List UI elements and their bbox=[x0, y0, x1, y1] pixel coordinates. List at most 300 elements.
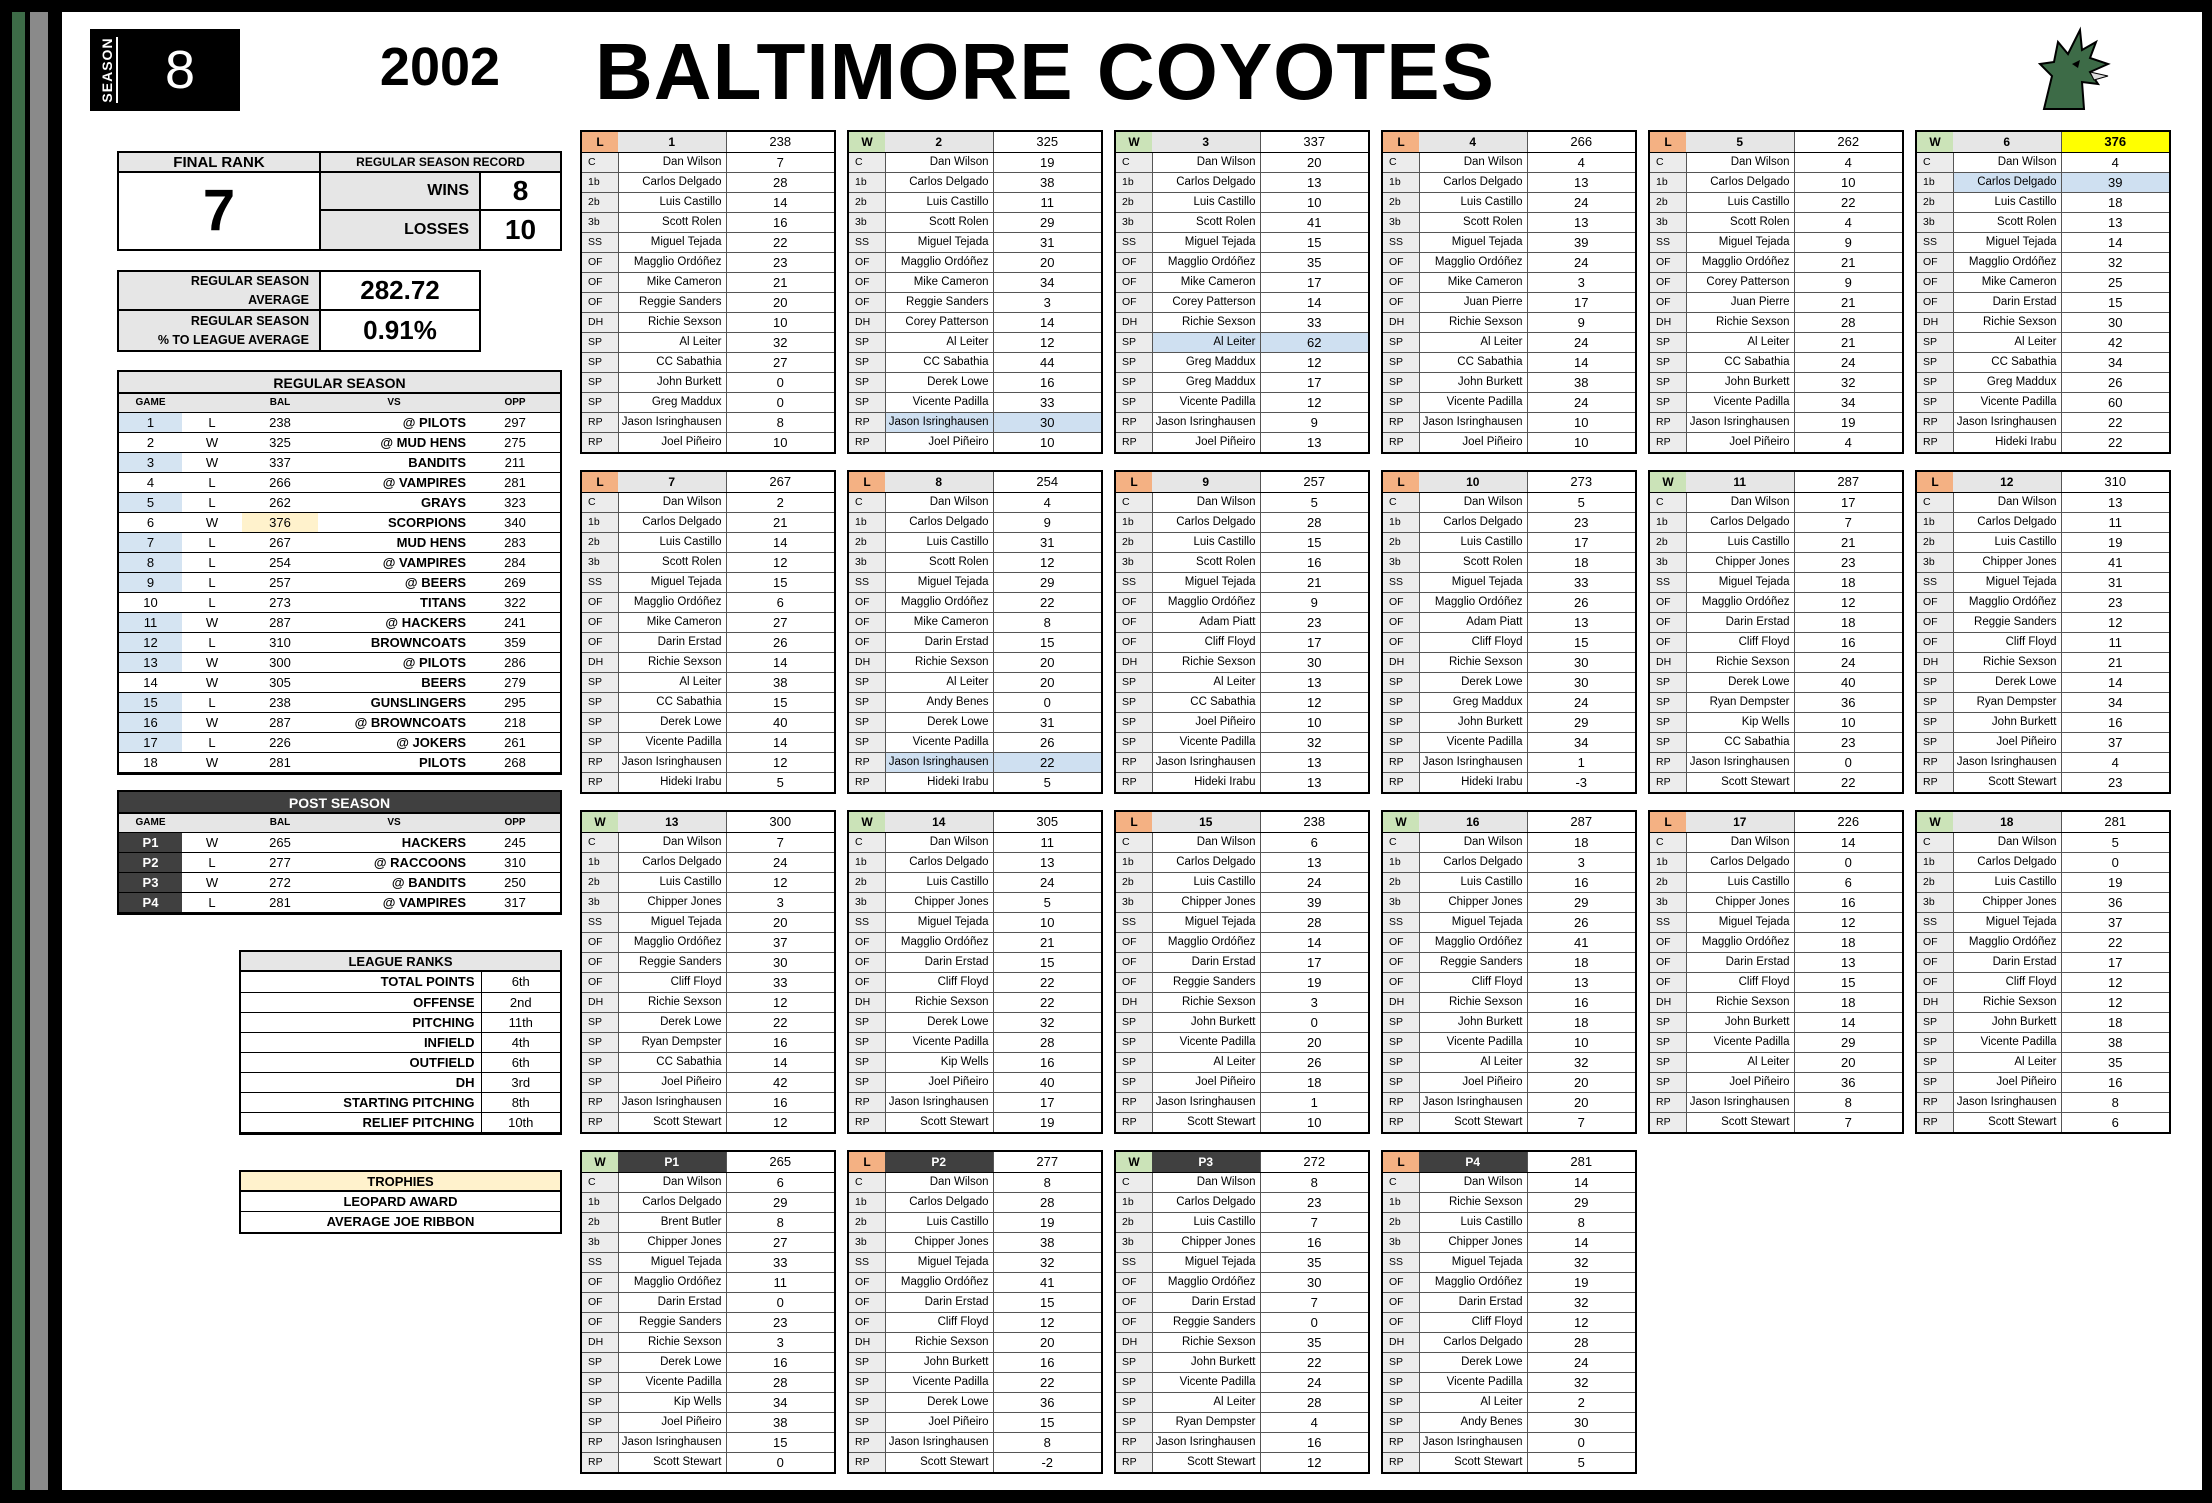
player-score: 15 bbox=[993, 952, 1101, 972]
player-row bbox=[1383, 772, 1635, 792]
player-name: Al Leiter bbox=[1152, 672, 1260, 692]
result: L bbox=[182, 472, 242, 492]
bal-score: 281 bbox=[242, 892, 318, 912]
game-number: P1 bbox=[119, 832, 182, 852]
result: L bbox=[182, 852, 242, 872]
position: DH bbox=[1917, 652, 1953, 672]
player-name: Reggie Sanders bbox=[618, 292, 726, 312]
player-row bbox=[1650, 532, 1902, 552]
player-name: Darin Erstad bbox=[885, 632, 993, 652]
player-row bbox=[1116, 372, 1368, 392]
player-score: 11 bbox=[2061, 512, 2169, 532]
player-row bbox=[1116, 1312, 1368, 1332]
player-row bbox=[582, 1332, 834, 1352]
player-score: 0 bbox=[993, 692, 1101, 712]
player-name: Greg Maddux bbox=[618, 392, 726, 412]
player-name: Carlos Delgado bbox=[1419, 852, 1527, 872]
position: 3b bbox=[849, 212, 885, 232]
position: OF bbox=[849, 252, 885, 272]
player-name: Vicente Padilla bbox=[618, 1372, 726, 1392]
position: 3b bbox=[1650, 892, 1686, 912]
player-row bbox=[1917, 412, 2169, 432]
player-row bbox=[582, 1112, 834, 1132]
game-number: 12 bbox=[119, 632, 182, 652]
player-score: 13 bbox=[1307, 774, 1322, 790]
player-score: 27 bbox=[726, 612, 834, 632]
player-row bbox=[1650, 732, 1902, 752]
position: SP bbox=[849, 672, 885, 692]
player-score: 14 bbox=[1260, 292, 1368, 312]
player-row bbox=[582, 172, 834, 192]
position: DH bbox=[582, 652, 618, 672]
bal-score: 277 bbox=[242, 852, 318, 872]
player-row bbox=[1383, 572, 1635, 592]
player-name: Scott Stewart bbox=[885, 1112, 993, 1132]
player-row bbox=[1383, 1292, 1635, 1312]
position: RP bbox=[1917, 752, 1953, 772]
player-row bbox=[1383, 1092, 1635, 1112]
player-score: 10 bbox=[1527, 412, 1635, 432]
bal-score: 281 bbox=[242, 752, 318, 772]
position: RP bbox=[1383, 772, 1419, 792]
player-name: Adam Piatt bbox=[1152, 612, 1260, 632]
player-row bbox=[582, 932, 834, 952]
position: DH bbox=[1383, 992, 1419, 1012]
position: SP bbox=[849, 732, 885, 752]
game-table bbox=[1116, 472, 1368, 792]
game-header bbox=[1383, 472, 1635, 492]
game-box bbox=[580, 1150, 836, 1474]
player-row bbox=[1650, 972, 1902, 992]
player-row bbox=[1116, 1232, 1368, 1252]
game-box bbox=[1381, 1150, 1637, 1474]
player-score: 0 bbox=[1794, 852, 1902, 872]
player-name: Darin Erstad bbox=[1953, 952, 2061, 972]
player-score: 12 bbox=[993, 1312, 1101, 1332]
game-total: 300 bbox=[726, 812, 834, 832]
game-box bbox=[1648, 130, 1904, 454]
player-name: Luis Castillo bbox=[1953, 192, 2061, 212]
position: 1b bbox=[1383, 172, 1419, 192]
player-name: Kip Wells bbox=[885, 1052, 993, 1072]
game-label: 1 bbox=[618, 132, 726, 152]
bal-score: 272 bbox=[242, 872, 318, 892]
player-score: 0 bbox=[776, 1454, 784, 1470]
position: RP bbox=[849, 1452, 885, 1472]
position: SP bbox=[1116, 1392, 1152, 1412]
player-score: 26 bbox=[993, 732, 1101, 752]
player-score: 7 bbox=[726, 152, 834, 172]
player-name: Greg Maddux bbox=[1419, 692, 1527, 712]
player-score: 0 bbox=[726, 1292, 834, 1312]
position: 2b bbox=[1116, 1212, 1152, 1232]
player-score: 15 bbox=[993, 632, 1101, 652]
table-row bbox=[119, 672, 560, 692]
player-name: Magglio Ordóñez bbox=[1686, 932, 1794, 952]
player-score: 37 bbox=[2061, 912, 2169, 932]
player-row bbox=[582, 832, 834, 852]
position: OF bbox=[1383, 252, 1419, 272]
player-row bbox=[1116, 1012, 1368, 1032]
table-row bbox=[119, 512, 560, 532]
player-name: Carlos Delgado bbox=[885, 852, 993, 872]
game-number: 14 bbox=[119, 672, 182, 692]
player-name: Richie Sexson bbox=[885, 1332, 993, 1352]
opp-score: 211 bbox=[470, 452, 560, 472]
player-score: 14 bbox=[726, 652, 834, 672]
player-row bbox=[582, 1432, 834, 1452]
player-row bbox=[582, 552, 834, 572]
average-value: 282.72 bbox=[321, 272, 479, 311]
position: SP bbox=[1650, 1032, 1686, 1052]
position: SP bbox=[1383, 1372, 1419, 1392]
position: SS bbox=[1116, 572, 1152, 592]
player-score: 16 bbox=[993, 372, 1101, 392]
player-name: Carlos Delgado bbox=[885, 1192, 993, 1212]
player-row bbox=[582, 1012, 834, 1032]
player-score: 12 bbox=[1307, 1454, 1322, 1470]
player-score: 9 bbox=[1794, 272, 1902, 292]
position: 3b bbox=[1116, 212, 1152, 232]
player-name: Corey Patterson bbox=[1686, 272, 1794, 292]
opp-score: 322 bbox=[470, 592, 560, 612]
player-name: Al Leiter bbox=[1419, 332, 1527, 352]
position: OF bbox=[1383, 972, 1419, 992]
player-row bbox=[1116, 352, 1368, 372]
player-name: Dan Wilson bbox=[885, 832, 993, 852]
position: C bbox=[1650, 492, 1686, 512]
player-name: Joel Piñeiro bbox=[1686, 1072, 1794, 1092]
position: OF bbox=[849, 1272, 885, 1292]
player-row bbox=[1650, 232, 1902, 252]
game-header bbox=[582, 472, 834, 492]
rank-category: OUTFIELD bbox=[241, 1052, 481, 1072]
player-score: 26 bbox=[1527, 912, 1635, 932]
rank-category: OFFENSE bbox=[241, 992, 481, 1012]
player-row bbox=[1383, 1352, 1635, 1372]
position: RP bbox=[582, 772, 618, 792]
position: SP bbox=[1917, 392, 1953, 412]
position: SS bbox=[1650, 912, 1686, 932]
position: SS bbox=[849, 912, 885, 932]
position: SP bbox=[1116, 372, 1152, 392]
player-name: Miguel Tejada bbox=[1152, 1252, 1260, 1272]
player-name: Jason Isringhausen bbox=[1152, 1432, 1260, 1452]
player-name: Vicente Padilla bbox=[885, 732, 993, 752]
game-total: 273 bbox=[1527, 472, 1635, 492]
position: DH bbox=[849, 312, 885, 332]
position: SP bbox=[1650, 692, 1686, 712]
player-score: 31 bbox=[993, 232, 1101, 252]
player-row bbox=[1383, 1192, 1635, 1212]
bal-score: 325 bbox=[242, 432, 318, 452]
player-score: 32 bbox=[1527, 1372, 1635, 1392]
position: RP bbox=[582, 752, 618, 772]
player-score: 38 bbox=[1527, 372, 1635, 392]
player-name: Magglio Ordóñez bbox=[1686, 252, 1794, 272]
position: OF bbox=[582, 292, 618, 312]
player-name: Scott Rolen bbox=[1419, 212, 1527, 232]
player-score: 7 bbox=[1260, 1292, 1368, 1312]
game-table bbox=[582, 1152, 834, 1472]
game-result: L bbox=[849, 472, 885, 492]
player-name: Cliff Floyd bbox=[1953, 632, 2061, 652]
position: SP bbox=[1116, 1032, 1152, 1052]
game-header bbox=[1383, 132, 1635, 152]
player-score: 30 bbox=[2061, 312, 2169, 332]
pct-label bbox=[119, 311, 321, 350]
player-score: 42 bbox=[2061, 332, 2169, 352]
player-row bbox=[1917, 352, 2169, 372]
player-score: 22 bbox=[993, 1372, 1101, 1392]
result: L bbox=[182, 552, 242, 572]
player-name: Derek Lowe bbox=[1686, 672, 1794, 692]
player-row bbox=[849, 252, 1101, 272]
opp-score: 284 bbox=[470, 552, 560, 572]
player-row bbox=[1383, 1372, 1635, 1392]
opponent: @ VAMPIRES bbox=[318, 552, 470, 572]
game-total: 226 bbox=[1794, 812, 1902, 832]
player-row bbox=[1650, 632, 1902, 652]
player-name: Richie Sexson bbox=[1419, 312, 1527, 332]
player-row bbox=[1116, 1392, 1368, 1412]
player-row bbox=[1383, 1452, 1635, 1472]
player-name: John Burkett bbox=[1419, 712, 1527, 732]
player-row bbox=[1383, 872, 1635, 892]
player-score: 14 bbox=[1527, 352, 1635, 372]
position: SP bbox=[582, 1412, 618, 1432]
player-score: 12 bbox=[2061, 992, 2169, 1012]
position: 3b bbox=[1116, 892, 1152, 912]
position: SS bbox=[1383, 912, 1419, 932]
player-row bbox=[849, 612, 1101, 632]
player-row bbox=[582, 1092, 834, 1112]
player-row bbox=[849, 332, 1101, 352]
player-row bbox=[1116, 492, 1368, 512]
player-score: 27 bbox=[726, 352, 834, 372]
player-row bbox=[849, 292, 1101, 312]
position: SP bbox=[849, 692, 885, 712]
player-score: 1 bbox=[1260, 1092, 1368, 1112]
player-name: Derek Lowe bbox=[618, 1012, 726, 1032]
opp-score: 261 bbox=[470, 732, 560, 752]
bal-score: 262 bbox=[242, 492, 318, 512]
player-row bbox=[1116, 1332, 1368, 1352]
result: L bbox=[182, 492, 242, 512]
player-name: Dan Wilson bbox=[1419, 1172, 1527, 1192]
player-name: Joel Piñeiro bbox=[618, 1412, 726, 1432]
player-row bbox=[582, 1352, 834, 1372]
player-score: 12 bbox=[993, 552, 1101, 572]
player-row bbox=[1917, 632, 2169, 652]
player-score: 24 bbox=[1794, 352, 1902, 372]
table-row bbox=[119, 892, 560, 912]
player-name: Al Leiter bbox=[1686, 332, 1794, 352]
player-name: Richie Sexson bbox=[1152, 992, 1260, 1012]
result: L bbox=[182, 892, 242, 912]
player-name: Vicente Padilla bbox=[1419, 1032, 1527, 1052]
position: SP bbox=[1116, 1052, 1152, 1072]
player-name: Luis Castillo bbox=[618, 872, 726, 892]
player-row bbox=[1650, 432, 1902, 452]
column-header: VS bbox=[318, 394, 470, 412]
player-row bbox=[1650, 832, 1902, 852]
game-header bbox=[1650, 472, 1902, 492]
position: OF bbox=[1383, 292, 1419, 312]
player-row bbox=[1650, 772, 1902, 792]
position: DH bbox=[849, 992, 885, 1012]
rank-value: 6th bbox=[481, 1052, 560, 1072]
position: C bbox=[1383, 152, 1419, 172]
position: DH bbox=[1383, 1332, 1419, 1352]
player-name: Vicente Padilla bbox=[618, 732, 726, 752]
player-name: Jason Isringhausen bbox=[1953, 412, 2061, 432]
player-name: Derek Lowe bbox=[1419, 1352, 1527, 1372]
player-score: 41 bbox=[2061, 552, 2169, 572]
player-name: Scott Rolen bbox=[1953, 212, 2061, 232]
player-name: Darin Erstad bbox=[885, 1292, 993, 1312]
player-name: Scott Rolen bbox=[618, 212, 726, 232]
player-name: Dan Wilson bbox=[1419, 152, 1527, 172]
player-row bbox=[1650, 992, 1902, 1012]
player-name: Magglio Ordóñez bbox=[1419, 932, 1527, 952]
player-row bbox=[1383, 312, 1635, 332]
game-box bbox=[1114, 810, 1370, 1134]
bal-score: 300 bbox=[242, 652, 318, 672]
final-rank-label: FINAL RANK bbox=[119, 153, 321, 173]
column-header: OPP bbox=[470, 814, 560, 832]
game-number: 8 bbox=[119, 552, 182, 572]
position: OF bbox=[582, 632, 618, 652]
player-name: Richie Sexson bbox=[1152, 312, 1260, 332]
player-score: 22 bbox=[993, 972, 1101, 992]
player-score: 21 bbox=[1794, 252, 1902, 272]
player-score: 29 bbox=[1527, 892, 1635, 912]
position: SP bbox=[582, 672, 618, 692]
position: SP bbox=[849, 1032, 885, 1052]
post-season-table bbox=[119, 814, 560, 913]
position: OF bbox=[1116, 1272, 1152, 1292]
position: 2b bbox=[1650, 192, 1686, 212]
player-row bbox=[582, 1392, 834, 1412]
opponent: @ RACCOONS bbox=[318, 852, 470, 872]
position: RP bbox=[849, 412, 885, 432]
position: OF bbox=[1383, 592, 1419, 612]
player-score: 39 bbox=[1260, 892, 1368, 912]
player-score: 7 bbox=[1844, 1114, 1852, 1130]
player-name: Greg Maddux bbox=[1953, 372, 2061, 392]
player-score: 12 bbox=[1260, 392, 1368, 412]
position: SP bbox=[1383, 1392, 1419, 1412]
regular-season-title: REGULAR SEASON bbox=[119, 372, 560, 394]
opponent: @ JOKERS bbox=[318, 732, 470, 752]
player-row bbox=[1116, 1292, 1368, 1312]
game-table bbox=[1383, 472, 1635, 792]
player-name: Jason Isringhausen bbox=[618, 752, 726, 772]
player-row bbox=[582, 1052, 834, 1072]
player-score: 14 bbox=[2061, 232, 2169, 252]
player-score: 28 bbox=[993, 1032, 1101, 1052]
player-name: Jason Isringhausen bbox=[885, 1432, 993, 1452]
position: SP bbox=[1917, 352, 1953, 372]
player-score: 17 bbox=[1260, 952, 1368, 972]
player-score: 28 bbox=[1794, 312, 1902, 332]
pct-value: 0.91% bbox=[363, 315, 437, 345]
player-name: Miguel Tejada bbox=[618, 572, 726, 592]
player-row bbox=[1116, 732, 1368, 752]
player-score: 18 bbox=[1794, 932, 1902, 952]
player-row bbox=[1383, 152, 1635, 172]
rank-row bbox=[241, 1032, 560, 1052]
player-name: Jason Isringhausen bbox=[1686, 1092, 1794, 1112]
player-name: Hideki Irabu bbox=[1152, 772, 1260, 792]
player-score: 0 bbox=[1527, 1432, 1635, 1452]
position: C bbox=[1917, 152, 1953, 172]
position: SP bbox=[582, 692, 618, 712]
trophies-title: TROPHIES bbox=[241, 1172, 560, 1192]
player-name: John Burkett bbox=[1419, 1012, 1527, 1032]
player-row bbox=[849, 1372, 1101, 1392]
game-table bbox=[1383, 1152, 1635, 1472]
player-score: 28 bbox=[726, 1372, 834, 1392]
position: SP bbox=[1383, 672, 1419, 692]
rank-row bbox=[241, 1052, 560, 1072]
game-header bbox=[1650, 132, 1902, 152]
result: L bbox=[182, 532, 242, 552]
player-name: Miguel Tejada bbox=[1419, 1252, 1527, 1272]
player-row bbox=[1116, 932, 1368, 952]
player-row bbox=[1917, 772, 2169, 792]
opponent: HACKERS bbox=[318, 832, 470, 852]
opp-score: 297 bbox=[470, 412, 560, 432]
player-row bbox=[1383, 432, 1635, 452]
player-row bbox=[1917, 732, 2169, 752]
position: 1b bbox=[849, 172, 885, 192]
position: SP bbox=[1383, 712, 1419, 732]
position: RP bbox=[1383, 1112, 1419, 1132]
position: SP bbox=[1650, 732, 1686, 752]
player-name: CC Sabathia bbox=[1686, 352, 1794, 372]
player-score: 3 bbox=[726, 892, 834, 912]
player-score: 4 bbox=[993, 492, 1101, 512]
bal-score: 305 bbox=[242, 672, 318, 692]
position: SP bbox=[1116, 392, 1152, 412]
player-row bbox=[1383, 1072, 1635, 1092]
position: SP bbox=[582, 1372, 618, 1392]
player-row bbox=[1116, 1192, 1368, 1212]
game-total: 277 bbox=[993, 1152, 1101, 1172]
player-score: 17 bbox=[1527, 532, 1635, 552]
player-row bbox=[1917, 1032, 2169, 1052]
player-name: Miguel Tejada bbox=[1152, 572, 1260, 592]
player-row bbox=[1116, 1072, 1368, 1092]
rank-row bbox=[241, 992, 560, 1012]
player-score: 13 bbox=[2061, 492, 2169, 512]
player-score: 15 bbox=[1260, 232, 1368, 252]
player-name: Jason Isringhausen bbox=[618, 1092, 726, 1112]
player-row bbox=[849, 192, 1101, 212]
player-row bbox=[1116, 1172, 1368, 1192]
player-name: Scott Stewart bbox=[1953, 1112, 2061, 1132]
position: OF bbox=[1650, 272, 1686, 292]
player-row bbox=[1650, 252, 1902, 272]
player-score: 9 bbox=[1260, 412, 1368, 432]
player-row bbox=[1383, 512, 1635, 532]
position: C bbox=[1383, 1172, 1419, 1192]
game-label: P1 bbox=[618, 1152, 726, 1172]
player-score: 19 bbox=[2061, 532, 2169, 552]
game-result: W bbox=[1650, 472, 1686, 492]
